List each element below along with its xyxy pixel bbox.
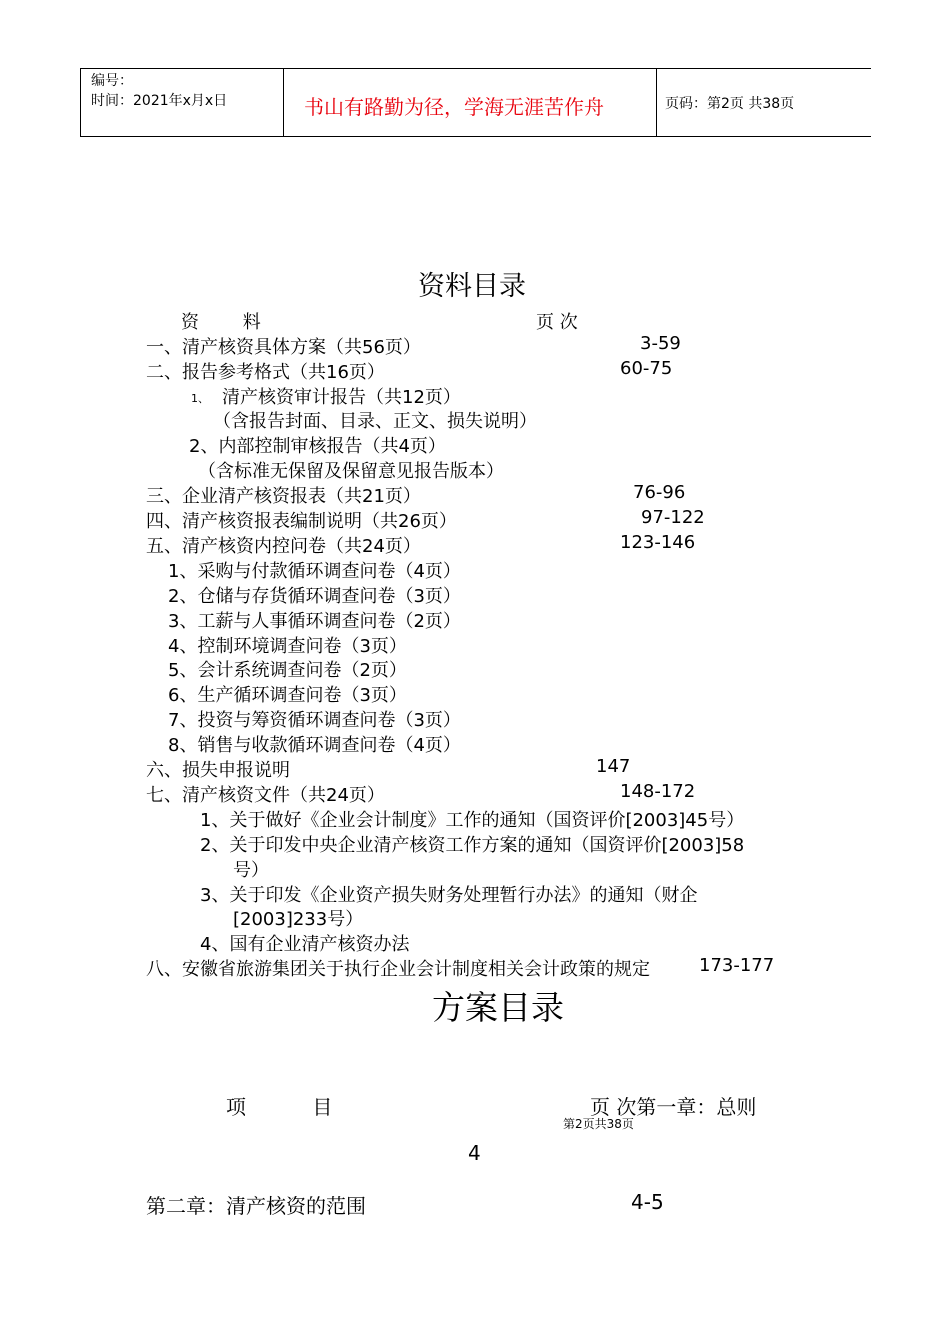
document-header [80,68,871,137]
toc-line: 一、清产核资具体方案（共56页） [146,337,421,358]
plan-col-item: 项 目 [226,1095,333,1119]
toc-line: 四、清产核资报表编制说明（共26页） [146,511,457,532]
plan-col-page-chapter1: 页 次第一章：总则 [590,1095,757,1119]
toc-line: 6、生产循环调查问卷（3页） [168,685,407,706]
header-motto-cell [284,69,657,136]
toc-line: 三、企业清产核资报表（共21页） [146,486,421,507]
toc-line: 号） [233,860,269,881]
toc-line: 五、清产核资内控问卷（共24页） [146,536,421,557]
toc-line: 二、报告参考格式（共16页） [146,362,385,383]
toc-line: 2、关于印发中央企业清产核资工作方案的通知（国资评价[2003]58 [200,835,745,856]
toc-col-page: 页 次 [536,312,578,333]
number-label: 编号： [91,73,133,89]
toc-page: 76-96 [633,482,686,503]
toc-line: 1、关于做好《企业会计制度》工作的通知（国资评价[2003]45号） [200,810,745,831]
toc-page: 3-59 [640,333,681,354]
toc-line: （含报告封面、目录、正文、损失说明） [213,411,537,432]
toc-line: 八、安徽省旅游集团关于执行企业会计制度相关会计政策的规定 [146,959,650,980]
toc-page: 97-122 [641,507,705,528]
header-info-cell [81,69,284,136]
toc-title: 资料目录 [418,271,526,302]
toc-page: 147 [596,756,631,777]
toc-line: （含标准无保留及保留意见报告版本） [198,461,504,482]
toc-line: 清产核资审计报告（共12页） [222,387,461,408]
toc-line: 7、投资与筹资循环调查问卷（3页） [168,710,461,731]
toc-line: 2、仓储与存货循环调查问卷（3页） [168,586,461,607]
toc-page: 148-172 [620,781,696,802]
toc-line: 4、国有企业清产核资办法 [200,934,410,955]
toc-page: 123-146 [620,532,696,553]
motto-text: 书山有路勤为径，学海无涯苦作舟 [304,95,604,119]
toc-line: 5、会计系统调查问卷（2页） [168,660,407,681]
toc-line: 4、控制环境调查问卷（3页） [168,636,407,657]
toc-line: 七、清产核资文件（共24页） [146,785,385,806]
plan-title: 方案目录 [432,988,564,1027]
toc-line: 3、工薪与人事循环调查问卷（2页） [168,611,461,632]
footer-page-info: 第2页共38页 [563,1117,634,1131]
toc-line: 3、关于印发《企业资产损失财务处理暂行办法》的通知（财企 [200,885,698,906]
toc-col-material: 资 料 [181,312,261,333]
toc-page: 173-177 [699,955,775,976]
toc-line-number: 1、 [191,392,209,405]
toc-line: 六、损失申报说明 [146,760,290,781]
toc-line: 2、内部控制审核报告（共4页） [189,436,446,457]
chapter1-page: 4 [468,1141,481,1165]
toc-page: 60-75 [620,358,673,379]
date-label: 时间：2021年x月x日 [91,93,228,109]
chapter2-line: 第二章：清产核资的范围 [146,1194,366,1218]
toc-line: 1、采购与付款循环调查问卷（4页） [168,561,461,582]
toc-line: 8、销售与收款循环调查问卷（4页） [168,735,461,756]
toc-line: [2003]233号） [233,909,364,930]
chapter2-page: 4-5 [631,1190,664,1214]
page-label: 页码：第2页 共38页 [665,96,795,112]
header-page-cell [657,69,871,136]
